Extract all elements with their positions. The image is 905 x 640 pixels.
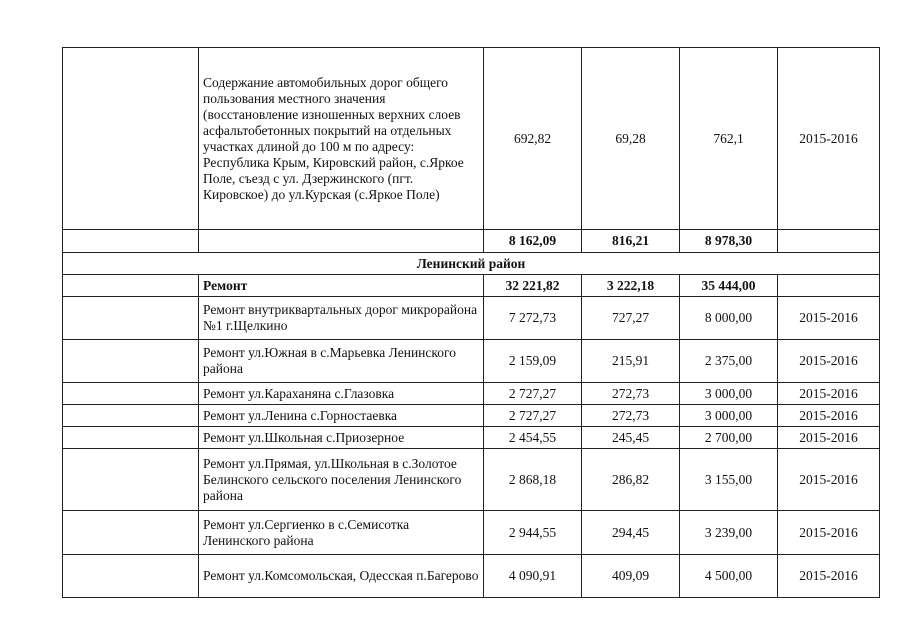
table-row (63, 449, 880, 511)
value-cell: 2 700,00 (680, 427, 778, 449)
value-cell: 215,91 (582, 340, 680, 383)
value-cell: 286,82 (582, 449, 680, 511)
table-row (63, 405, 880, 427)
value-cell: 294,45 (582, 511, 680, 555)
index-cell (63, 230, 199, 253)
period-cell: 2015-2016 (778, 555, 880, 598)
index-cell (63, 405, 199, 427)
period-cell: 2015-2016 (778, 383, 880, 405)
period-cell: 2015-2016 (778, 405, 880, 427)
budget-table (62, 47, 880, 598)
item-description: Ремонт ул.Сергиенко в с.Семисотка Ленинского района (199, 511, 484, 555)
value-cell: 2 868,18 (484, 449, 582, 511)
period-cell: 2015-2016 (778, 449, 880, 511)
index-cell (63, 449, 199, 511)
table-row (63, 427, 880, 449)
period-cell: 2015-2016 (778, 297, 880, 340)
value-cell: 2 454,55 (484, 427, 582, 449)
table-row (63, 48, 880, 230)
value-cell: 272,73 (582, 383, 680, 405)
subtotal-row (63, 275, 880, 297)
value-cell: 4 090,91 (484, 555, 582, 598)
section-row (63, 253, 880, 275)
value-cell: 3 239,00 (680, 511, 778, 555)
item-description: Ремонт ул.Прямая, ул.Школьная в с.Золотое Белинского сельского поселения Ленинского района (199, 449, 484, 511)
value-cell: 2 727,27 (484, 405, 582, 427)
period-cell (778, 230, 880, 253)
item-description: Содержание автомобильных дорог общего пользования местного значения (восстановление изношенных верхних слоев асфальтобетонных покрытий на отдельных участках длиной до 100 м по адресу: Республика Крым, Кировский район, с.Яркое Поле, съезд с ул. Дзержинского (пгт. Кировское) до ул.Курская (с.Яркое Поле) (199, 48, 484, 230)
index-cell (63, 340, 199, 383)
index-cell (63, 383, 199, 405)
period-cell: 2015-2016 (778, 48, 880, 230)
value-cell: 692,82 (484, 48, 582, 230)
period-cell: 2015-2016 (778, 511, 880, 555)
table-row (63, 297, 880, 340)
value-cell: 7 272,73 (484, 297, 582, 340)
index-cell (63, 555, 199, 598)
item-description: Ремонт ул.Южная в с.Марьевка Ленинского района (199, 340, 484, 383)
item-description: Ремонт ул.Ленина с.Горностаевка (199, 405, 484, 427)
label-cell (199, 230, 484, 253)
value-cell: 3 155,00 (680, 449, 778, 511)
value-cell: 4 500,00 (680, 555, 778, 598)
index-cell (63, 427, 199, 449)
value-cell: 245,45 (582, 427, 680, 449)
value-cell: 409,09 (582, 555, 680, 598)
item-description: Ремонт ул.Караханяна с.Глазовка (199, 383, 484, 405)
repair-header-label: Ремонт (199, 275, 484, 297)
total-value: 816,21 (582, 230, 680, 253)
index-cell (63, 275, 199, 297)
period-cell: 2015-2016 (778, 427, 880, 449)
value-cell: 2 375,00 (680, 340, 778, 383)
table-row (63, 511, 880, 555)
index-cell (63, 297, 199, 340)
index-cell (63, 511, 199, 555)
index-cell (63, 48, 199, 230)
total-row (63, 230, 880, 253)
period-cell: 2015-2016 (778, 340, 880, 383)
subtotal-value: 32 221,82 (484, 275, 582, 297)
value-cell: 2 159,09 (484, 340, 582, 383)
item-description: Ремонт ул.Комсомольская, Одесская п.Багерово (199, 555, 484, 598)
value-cell: 762,1 (680, 48, 778, 230)
value-cell: 69,28 (582, 48, 680, 230)
table-row (63, 340, 880, 383)
total-value: 8 978,30 (680, 230, 778, 253)
period-cell (778, 275, 880, 297)
value-cell: 8 000,00 (680, 297, 778, 340)
section-title: Ленинский район (63, 253, 880, 275)
value-cell: 727,27 (582, 297, 680, 340)
value-cell: 2 944,55 (484, 511, 582, 555)
subtotal-value: 3 222,18 (582, 275, 680, 297)
subtotal-value: 35 444,00 (680, 275, 778, 297)
table-row (63, 555, 880, 598)
value-cell: 272,73 (582, 405, 680, 427)
item-description: Ремонт внутриквартальных дорог микрорайона №1 г.Щелкино (199, 297, 484, 340)
table-row (63, 383, 880, 405)
value-cell: 3 000,00 (680, 383, 778, 405)
value-cell: 2 727,27 (484, 383, 582, 405)
item-description: Ремонт ул.Школьная с.Приозерное (199, 427, 484, 449)
value-cell: 3 000,00 (680, 405, 778, 427)
total-value: 8 162,09 (484, 230, 582, 253)
